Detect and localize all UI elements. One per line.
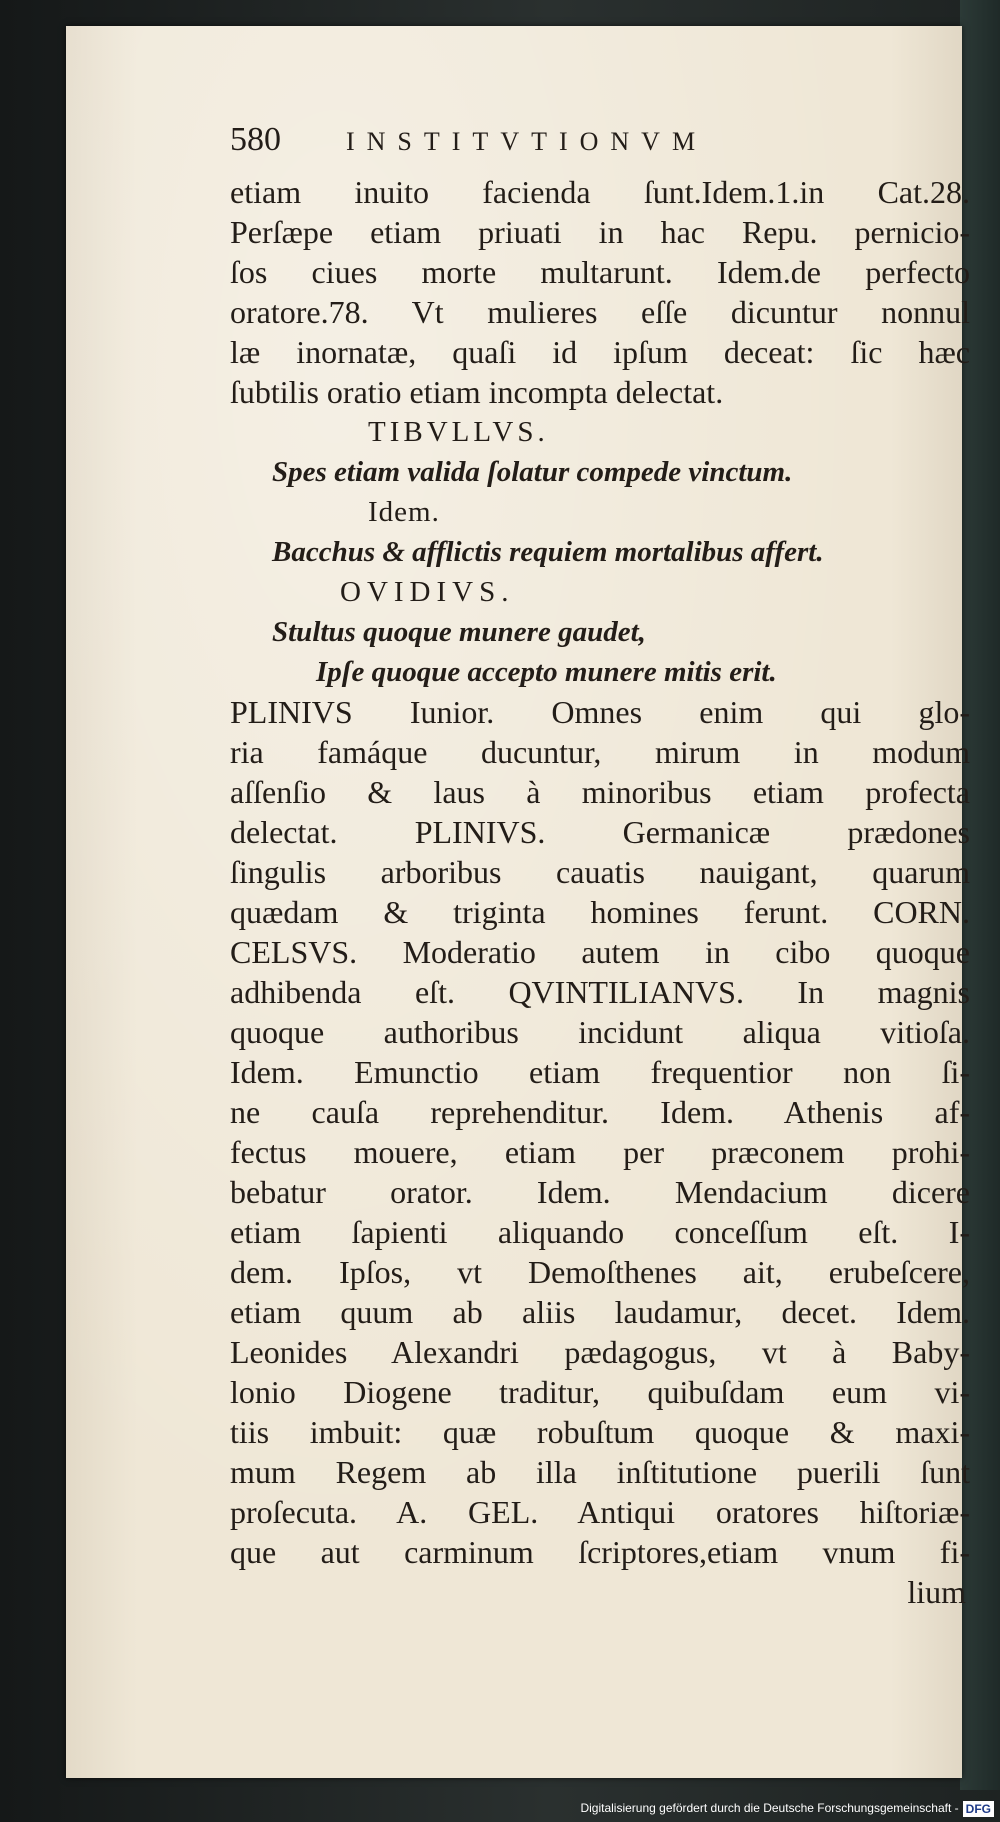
running-head: INSTITVTIONVM xyxy=(346,127,708,156)
text-line: oratore.78. Vt mulieres eſſe dicuntur nonnul xyxy=(230,294,970,330)
text-line: Stultus quoque munere gaudet, xyxy=(272,616,646,648)
text-line: tiis imbuit: quæ robuſtum quoque & maxi- xyxy=(230,1414,970,1450)
text-line: delectat. PLINIVS. Germanicæ prædones xyxy=(230,814,970,850)
text-line: aſſenſio & laus à minoribus etiam profecta xyxy=(230,774,970,810)
text-line: Idem. Emunctio etiam frequentior non ſi- xyxy=(230,1054,970,1090)
text-line: ſubtilis oratio etiam incompta delectat. xyxy=(230,374,724,410)
text-line: Ipſe quoque accepto munere mitis erit. xyxy=(316,656,777,688)
text-line: fectus mouere, etiam per præconem prohi- xyxy=(230,1134,970,1170)
text-line: proſecuta. A. GEL. Antiqui oratores hiſtoriæ- xyxy=(230,1494,970,1530)
text-line: etiam inuito facienda ſunt.Idem.1.in Cat.28. xyxy=(230,174,970,210)
dfg-logo: DFG xyxy=(963,1801,994,1817)
text-line: etiam quum ab aliis laudamur, decet. Idem. xyxy=(230,1294,970,1330)
credit-text: Digitalisierung gefördert durch die Deutsche Forschungsgemeinschaft - xyxy=(580,1801,959,1815)
text-line: ria famáque ducuntur, mirum in modum xyxy=(230,734,970,770)
page-header xyxy=(230,108,970,172)
text-line: ſos ciues morte multarunt. Idem.de perfecto xyxy=(230,254,970,290)
text-line: PLINIVS Iunior. Omnes enim qui glo- xyxy=(230,694,970,730)
text-line: etiam ſapienti aliquando conceſſum eſt. I- xyxy=(230,1214,970,1250)
text-line: quoque authoribus incidunt aliqua vitioſa. xyxy=(230,1014,970,1050)
text-line: ſingulis arboribus cauatis nauigant, quarum xyxy=(230,854,970,890)
text-line: mum Regem ab illa inſtitutione puerili ſunt xyxy=(230,1454,970,1490)
text-line: TIBVLLVS. xyxy=(368,416,549,448)
page-number: 580 xyxy=(230,121,281,158)
text-line: dem. Ipſos, vt Demoſthenes ait, erubeſcere, xyxy=(230,1254,970,1290)
text-line: læ inornatæ, quaſi id ipſum deceat: ſic hæc xyxy=(230,334,970,370)
text-line: bebatur orator. Idem. Mendacium dicere xyxy=(230,1174,970,1210)
text-line: que aut carminum ſcriptores,etiam vnum fi- xyxy=(230,1534,970,1570)
text-line: Bacchus & afflictis requiem mortalibus affert. xyxy=(272,536,824,568)
text-line: Perſæpe etiam priuati in hac Repu. pernicio- xyxy=(230,214,970,250)
text-line: lium xyxy=(907,1574,966,1610)
text-line: Spes etiam valida ſolatur compede vinctum. xyxy=(272,456,793,488)
text-line: Leonides Alexandri pædagogus, vt à Baby- xyxy=(230,1334,970,1370)
digitization-credit xyxy=(580,1798,994,1818)
text-line: CELSVS. Moderatio autem in cibo quoque xyxy=(230,934,970,970)
text-block xyxy=(230,108,970,1612)
text-lines xyxy=(230,172,970,1612)
text-line: OVIDIVS. xyxy=(340,576,515,608)
text-line: ne cauſa reprehenditur. Idem. Athenis af- xyxy=(230,1094,970,1130)
text-line: adhibenda eſt. QVINTILIANVS. In magnis xyxy=(230,974,970,1010)
text-line: lonio Diogene traditur, quibuſdam eum vi- xyxy=(230,1374,970,1410)
book-page xyxy=(66,26,970,1778)
text-line: Idem. xyxy=(368,496,440,528)
text-line: quædam & triginta homines ferunt. CORN. xyxy=(230,894,970,930)
